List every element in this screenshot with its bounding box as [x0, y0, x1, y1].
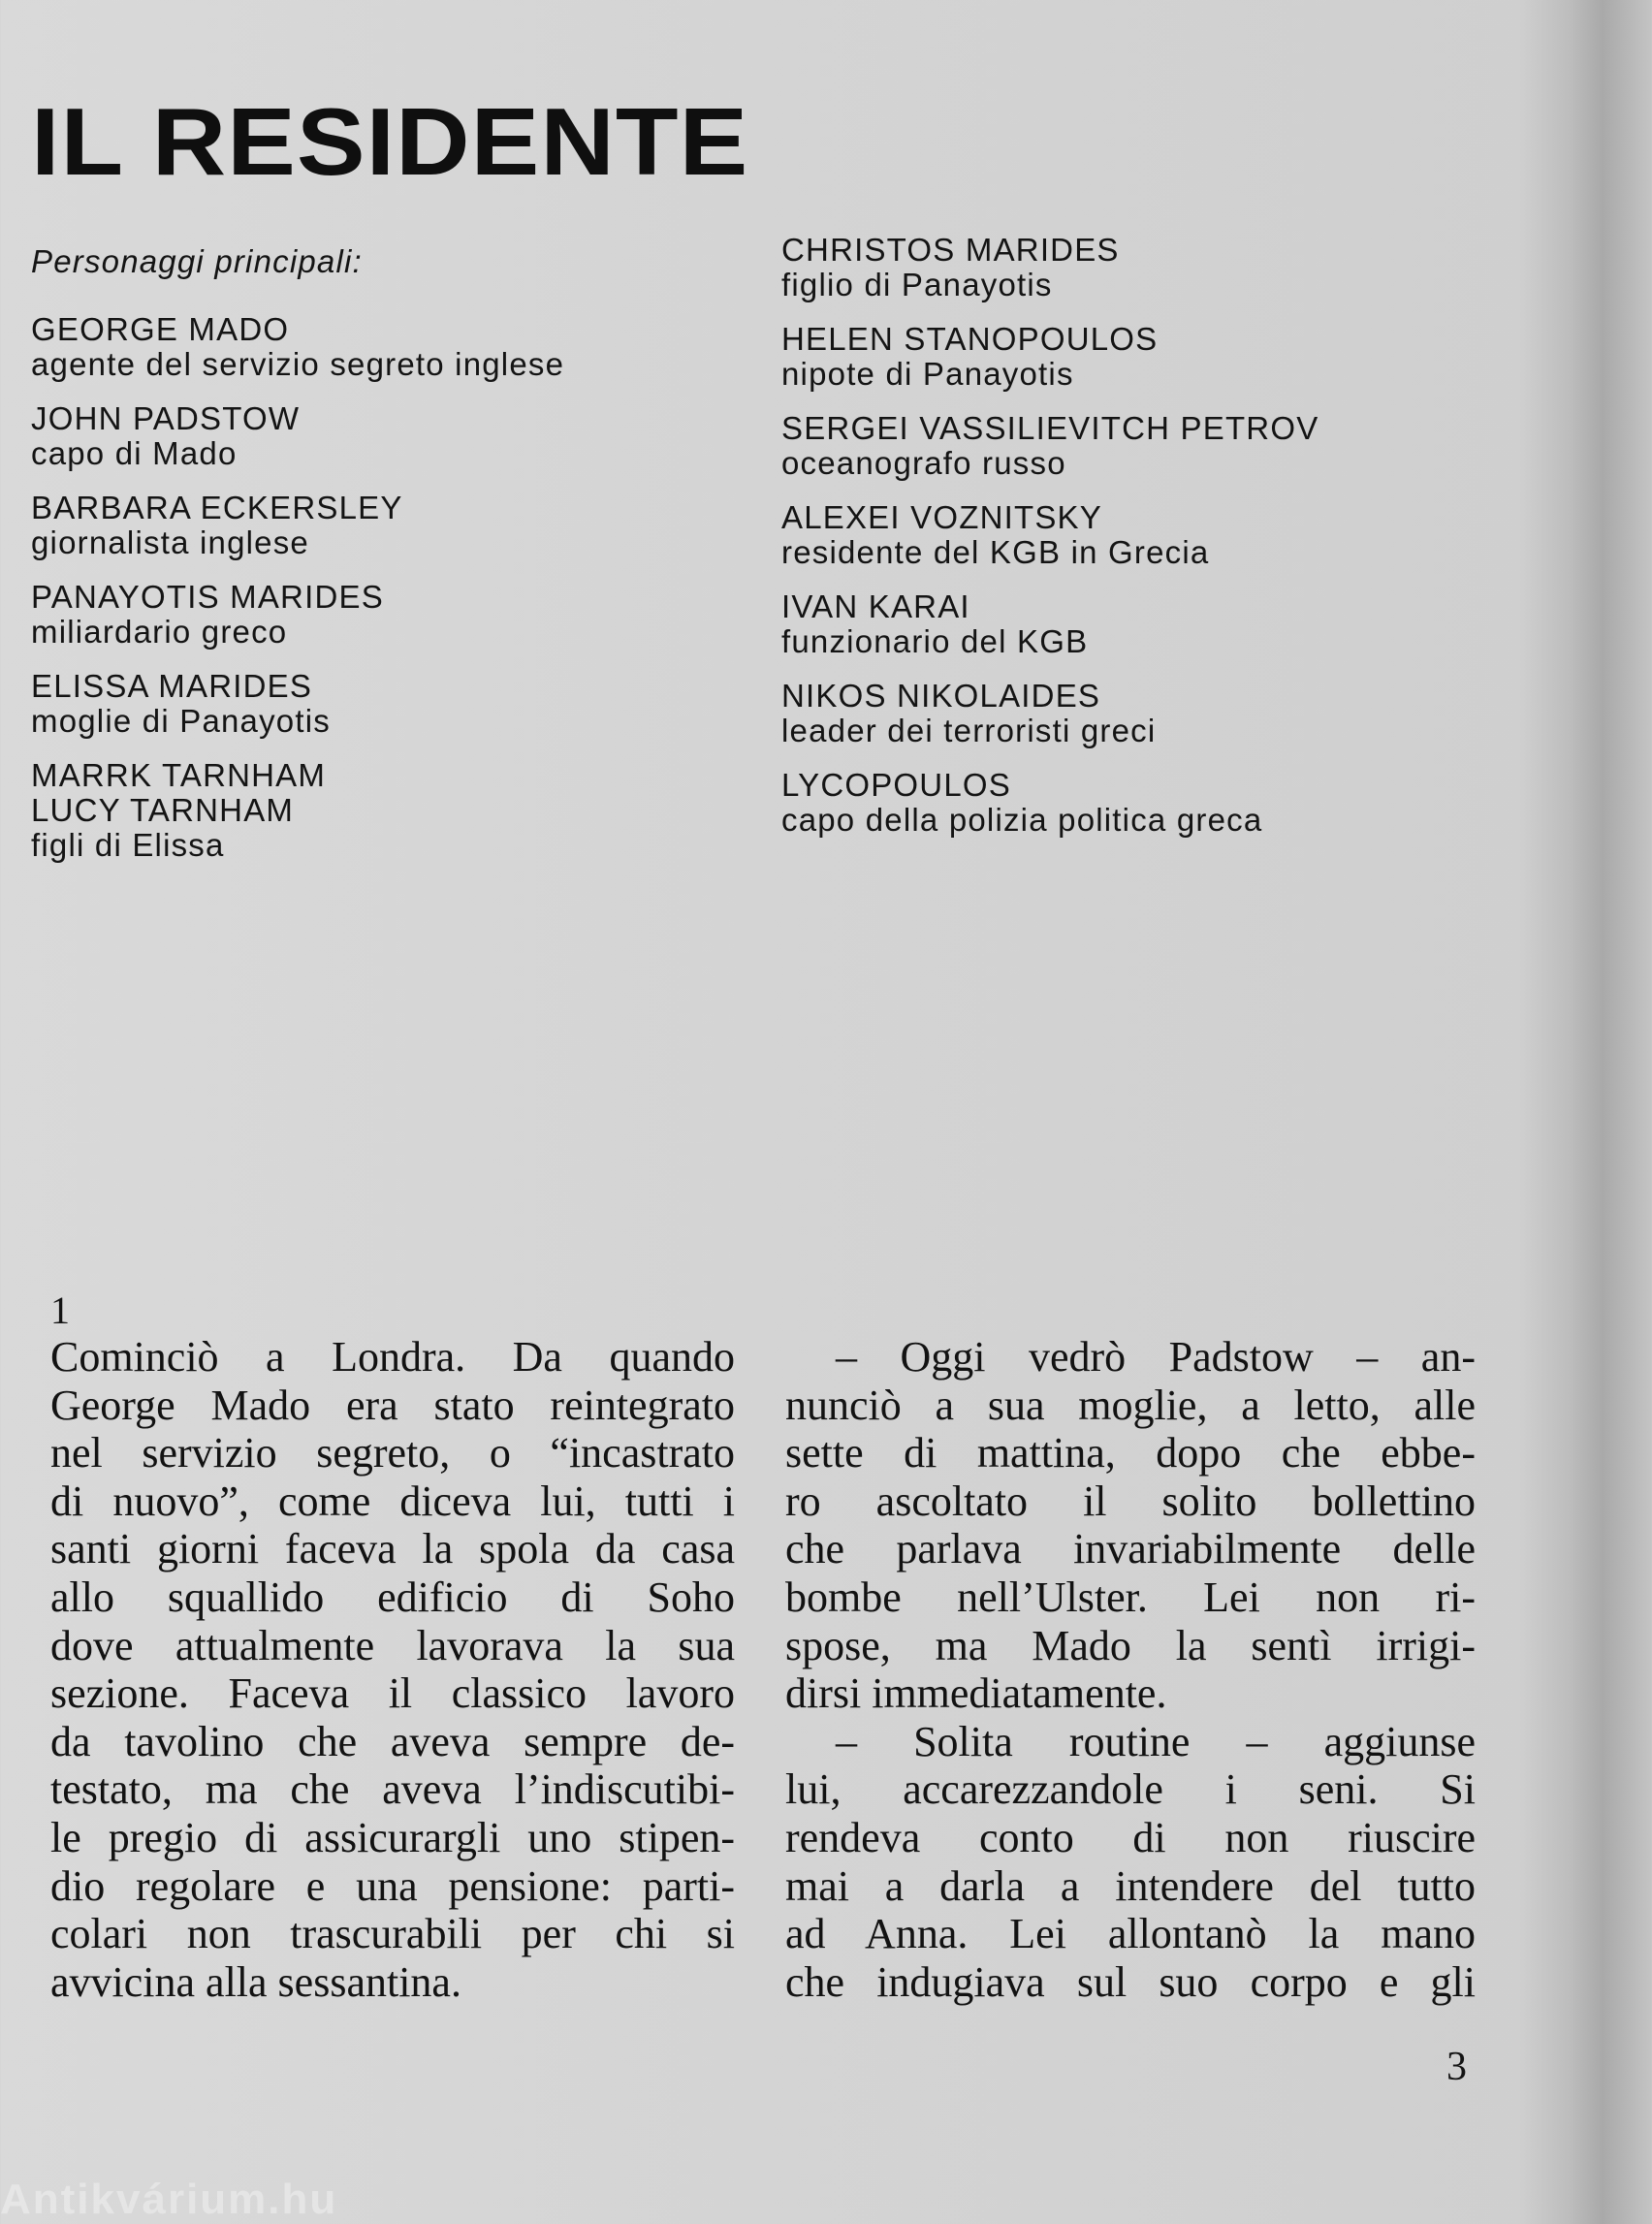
cast-name: GEORGE MADO — [31, 311, 290, 347]
cast-list-right — [781, 233, 1538, 857]
cast-entry — [781, 589, 1538, 659]
cast-role: funzionario del KGB — [781, 623, 1089, 659]
cast-entry — [31, 312, 710, 382]
text-line: ad Anna. Lei allontanò la mano — [785, 1910, 1476, 1958]
cast-name: MARRK TARNHAM — [31, 757, 327, 793]
cast-role: figli di Elissa — [31, 827, 225, 863]
cast-entry — [31, 758, 710, 863]
page-number: 3 — [1446, 2045, 1467, 2089]
text-line: dirsi immediatamente. — [785, 1669, 1167, 1718]
cast-entry — [781, 500, 1538, 570]
text-line: bombe nell’Ulster. Lei non ri- — [785, 1573, 1476, 1621]
cast-entry — [781, 679, 1538, 748]
text-line: Cominciò a Londra. Da quando — [50, 1333, 735, 1381]
text-line: colari non trascurabili per chi si — [50, 1910, 735, 1958]
cast-entry — [31, 401, 710, 471]
text-line: spose, ma Mado la sentì irrigi- — [785, 1621, 1476, 1669]
text-line: lui, accarezzandole i seni. Si — [785, 1765, 1476, 1814]
text-line: santi giorni faceva la spola da casa — [50, 1525, 735, 1573]
cast-entry — [781, 322, 1538, 392]
text-line: nunciò a sua moglie, a letto, alle — [785, 1381, 1476, 1429]
text-line: che indugiava sul suo corpo e gli — [785, 1957, 1476, 2006]
text-line: George Mado era stato reintegrato — [50, 1381, 735, 1429]
text-line: sezione. Faceva il classico lavoro — [50, 1669, 735, 1718]
text-line: sette di mattina, dopo che ebbe- — [785, 1429, 1476, 1477]
body-column-left — [50, 1333, 735, 2006]
cast-entry — [781, 233, 1538, 302]
cast-list-left — [31, 244, 710, 882]
text-line: rendeva conto di non riuscire — [785, 1813, 1476, 1861]
text-line: testato, ma che aveva l’indiscutibi- — [50, 1765, 735, 1814]
cast-role: capo della polizia politica greca — [781, 802, 1263, 838]
cast-role: miliardario greco — [31, 614, 288, 650]
cast-role: agente del servizio segreto inglese — [31, 346, 565, 382]
cast-name: BARBARA ECKERSLEY — [31, 490, 403, 525]
text-line: da tavolino che aveva sempre de- — [50, 1717, 735, 1765]
cast-heading: Personaggi principali: — [31, 243, 363, 279]
cast-name: IVAN KARAI — [781, 588, 970, 624]
text-line: dio regolare e una pensione: parti- — [50, 1861, 735, 1910]
cast-role: giornalista inglese — [31, 524, 309, 560]
text-line: le pregio di assicurargli uno stipen- — [50, 1813, 735, 1861]
cast-name: ALEXEI VOZNITSKY — [781, 499, 1102, 535]
cast-name: PANAYOTIS MARIDES — [31, 579, 384, 615]
watermark: Antikvárium.hu — [0, 2176, 338, 2223]
cast-entry — [781, 768, 1538, 838]
cast-entry — [31, 580, 710, 650]
cast-role: figlio di Panayotis — [781, 267, 1053, 302]
text-line: dove attualmente lavorava la sua — [50, 1621, 735, 1669]
cast-name: ELISSA MARIDES — [31, 668, 313, 704]
text-line: ro ascoltato il solito bollettino — [785, 1477, 1476, 1525]
cast-role: leader dei terroristi greci — [781, 713, 1157, 748]
text-line: avvicina alla sessantina. — [50, 1957, 461, 2006]
text-line: – Oggi vedrò Padstow – an- — [836, 1333, 1476, 1381]
cast-role: moglie di Panayotis — [31, 703, 331, 739]
cast-entry — [781, 411, 1538, 481]
cast-role: oceanografo russo — [781, 445, 1066, 481]
cast-name: CHRISTOS MARIDES — [781, 232, 1120, 268]
cast-role: nipote di Panayotis — [781, 356, 1074, 392]
cast-entry — [31, 491, 710, 560]
cast-role: residente del KGB in Grecia — [781, 534, 1210, 570]
body-column-right — [785, 1333, 1476, 2006]
cast-role: capo di Mado — [31, 435, 238, 471]
page-title: IL RESIDENTE — [31, 88, 749, 195]
text-line: mai a darla a intendere del tutto — [785, 1861, 1476, 1910]
text-line: allo squallido edificio di Soho — [50, 1573, 735, 1621]
cast-name: SERGEI VASSILIEVITCH PETROV — [781, 410, 1319, 446]
text-line: che parlava invariabilmente delle — [785, 1525, 1476, 1573]
cast-name: LYCOPOULOS — [781, 767, 1011, 803]
text-line: – Solita routine – aggiunse — [836, 1717, 1476, 1765]
cast-name: HELEN STANOPOULOS — [781, 321, 1159, 357]
text-line: di nuovo”, come diceva lui, tutti i — [50, 1477, 735, 1525]
cast-name: NIKOS NIKOLAIDES — [781, 678, 1101, 714]
cast-entry — [31, 669, 710, 739]
cast-name: JOHN PADSTOW — [31, 400, 301, 436]
cast-name: LUCY TARNHAM — [31, 792, 295, 828]
text-line: nel servizio segreto, o “incastrato — [50, 1429, 735, 1477]
chapter-number: 1 — [50, 1288, 70, 1332]
